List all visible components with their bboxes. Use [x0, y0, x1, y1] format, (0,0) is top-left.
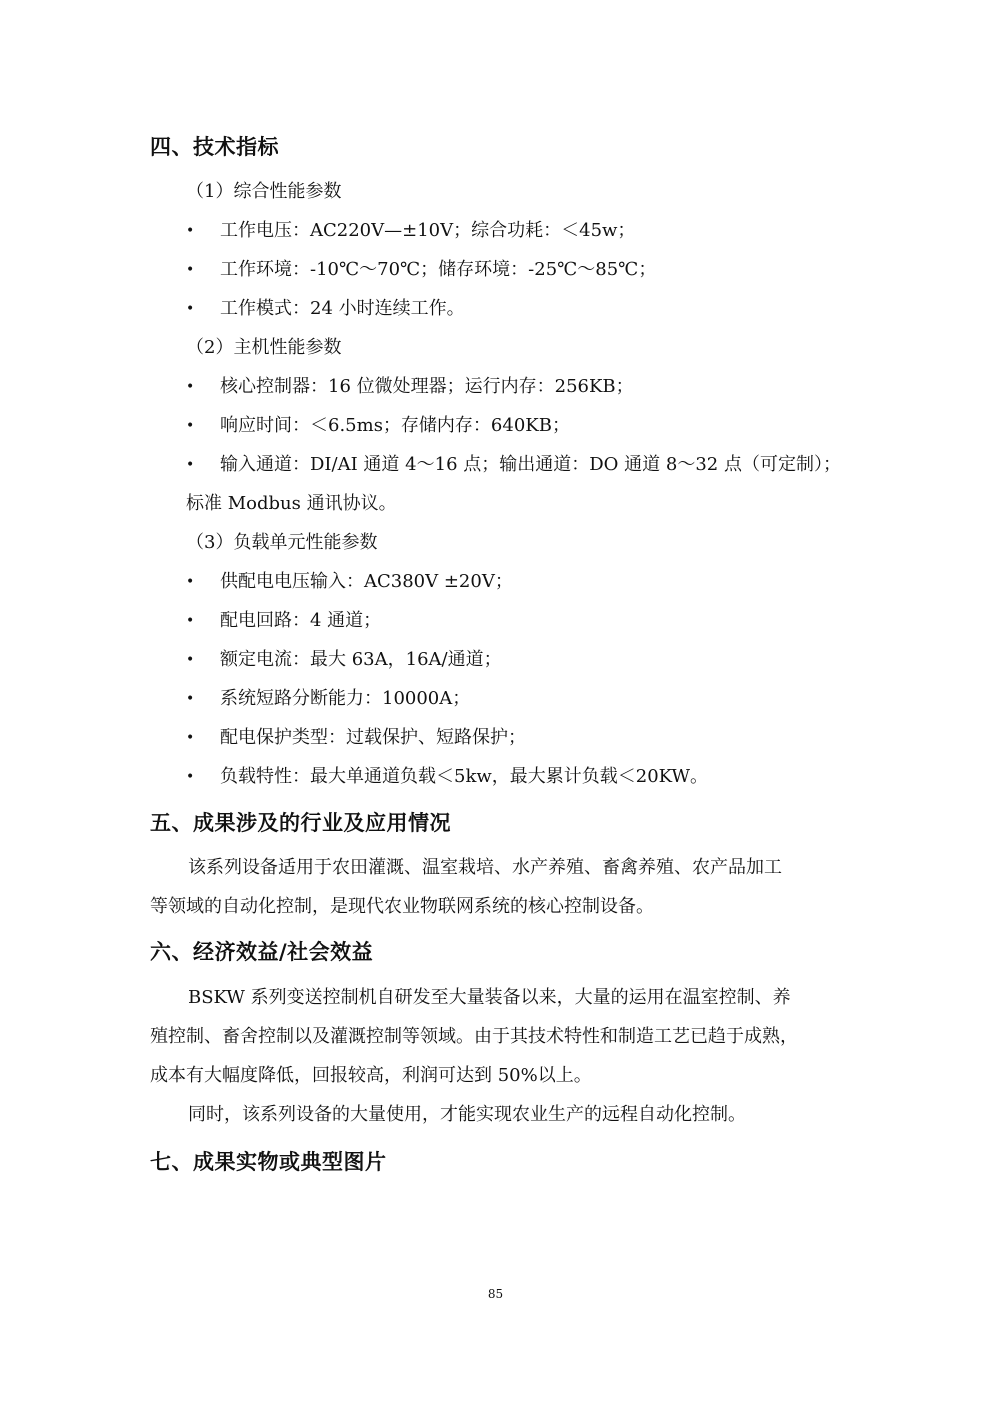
- section-heading-industry-application: 五、成果涉及的行业及应用情况: [150, 811, 451, 835]
- bullet-icon: •: [186, 301, 195, 317]
- bullet-icon: •: [186, 574, 195, 590]
- bullet-icon: •: [186, 652, 195, 668]
- list-item-text: 响应时间：＜6.5ms；存储内存：640KB；: [220, 415, 570, 436]
- page-number: 85: [487, 1287, 504, 1301]
- bullet-icon: •: [186, 418, 195, 434]
- subsection-heading-host-performance: （2）主机性能参数: [186, 337, 342, 358]
- bullet-icon: •: [186, 223, 195, 239]
- list-item: [186, 570, 513, 594]
- bullet-icon: •: [186, 379, 195, 395]
- list-item-text: 工作电压：AC220V—±10V；综合功耗：＜45w；: [220, 220, 636, 241]
- section-heading-technical-specs: 四、技术指标: [150, 135, 279, 159]
- subsection-heading-general-performance: （1）综合性能参数: [186, 181, 342, 202]
- list-item-continuation: 标准 Modbus 通讯协议。: [186, 493, 397, 514]
- list-item-text: 配电保护类型：过载保护、短路保护；: [220, 727, 526, 748]
- paragraph-line: 同时，该系列设备的大量使用，才能实现农业生产的远程自动化控制。: [188, 1104, 746, 1125]
- subsection-heading-load-unit-performance: （3）负载单元性能参数: [186, 532, 378, 553]
- bullet-icon: •: [186, 613, 195, 629]
- list-item: [186, 687, 470, 711]
- bullet-icon: •: [186, 769, 195, 785]
- list-item: [186, 609, 381, 633]
- list-item-text: 工作模式：24 小时连续工作。: [220, 298, 465, 319]
- section-heading-product-photos: 七、成果实物或典型图片: [150, 1150, 387, 1174]
- list-item-text: 工作环境：-10℃～70℃；储存环境：-25℃～85℃；: [220, 259, 657, 280]
- list-item: [186, 297, 465, 321]
- list-item: [186, 219, 635, 243]
- list-item-text: 负载特性：最大单通道负载＜5kw，最大累计负载＜20KW。: [220, 766, 708, 787]
- list-item-text: 供配电电压输入：AC380V ±20V；: [220, 571, 513, 592]
- list-item: [186, 648, 502, 672]
- list-item: [186, 375, 634, 399]
- list-item: [186, 453, 841, 477]
- bullet-icon: •: [186, 262, 195, 278]
- list-item: [186, 414, 570, 438]
- list-item-text: 额定电流：最大 63A，16A/通道；: [220, 649, 502, 670]
- bullet-icon: •: [186, 691, 195, 707]
- bullet-icon: •: [186, 730, 195, 746]
- section-heading-economic-social-benefit: 六、经济效益/社会效益: [150, 940, 374, 964]
- list-item: [186, 765, 708, 789]
- bullet-icon: •: [186, 457, 195, 473]
- list-item: [186, 726, 526, 750]
- paragraph-line: 等领域的自动化控制，是现代农业物联网系统的核心控制设备。: [150, 896, 654, 917]
- paragraph-line: 该系列设备适用于农田灌溉、温室栽培、水产养殖、畜禽养殖、农产品加工: [188, 857, 782, 878]
- list-item-text: 输入通道：DI/AI 通道 4～16 点；输出通道：DO 通道 8～32 点（可定制）；: [220, 454, 841, 475]
- paragraph-line: 成本有大幅度降低，回报较高，利润可达到 50%以上。: [150, 1065, 592, 1086]
- list-item-text: 配电回路：4 通道；: [220, 610, 382, 631]
- paragraph-line: 殖控制、畜舍控制以及灌溉控制等领域。由于其技术特性和制造工艺已趋于成熟，: [150, 1026, 798, 1047]
- paragraph-line: BSKW 系列变送控制机自研发至大量装备以来，大量的运用在温室控制、养: [188, 987, 791, 1008]
- list-item-text: 核心控制器：16 位微处理器；运行内存：256KB；: [220, 376, 634, 397]
- list-item: [186, 258, 656, 282]
- list-item-text: 系统短路分断能力：10000A；: [220, 688, 471, 709]
